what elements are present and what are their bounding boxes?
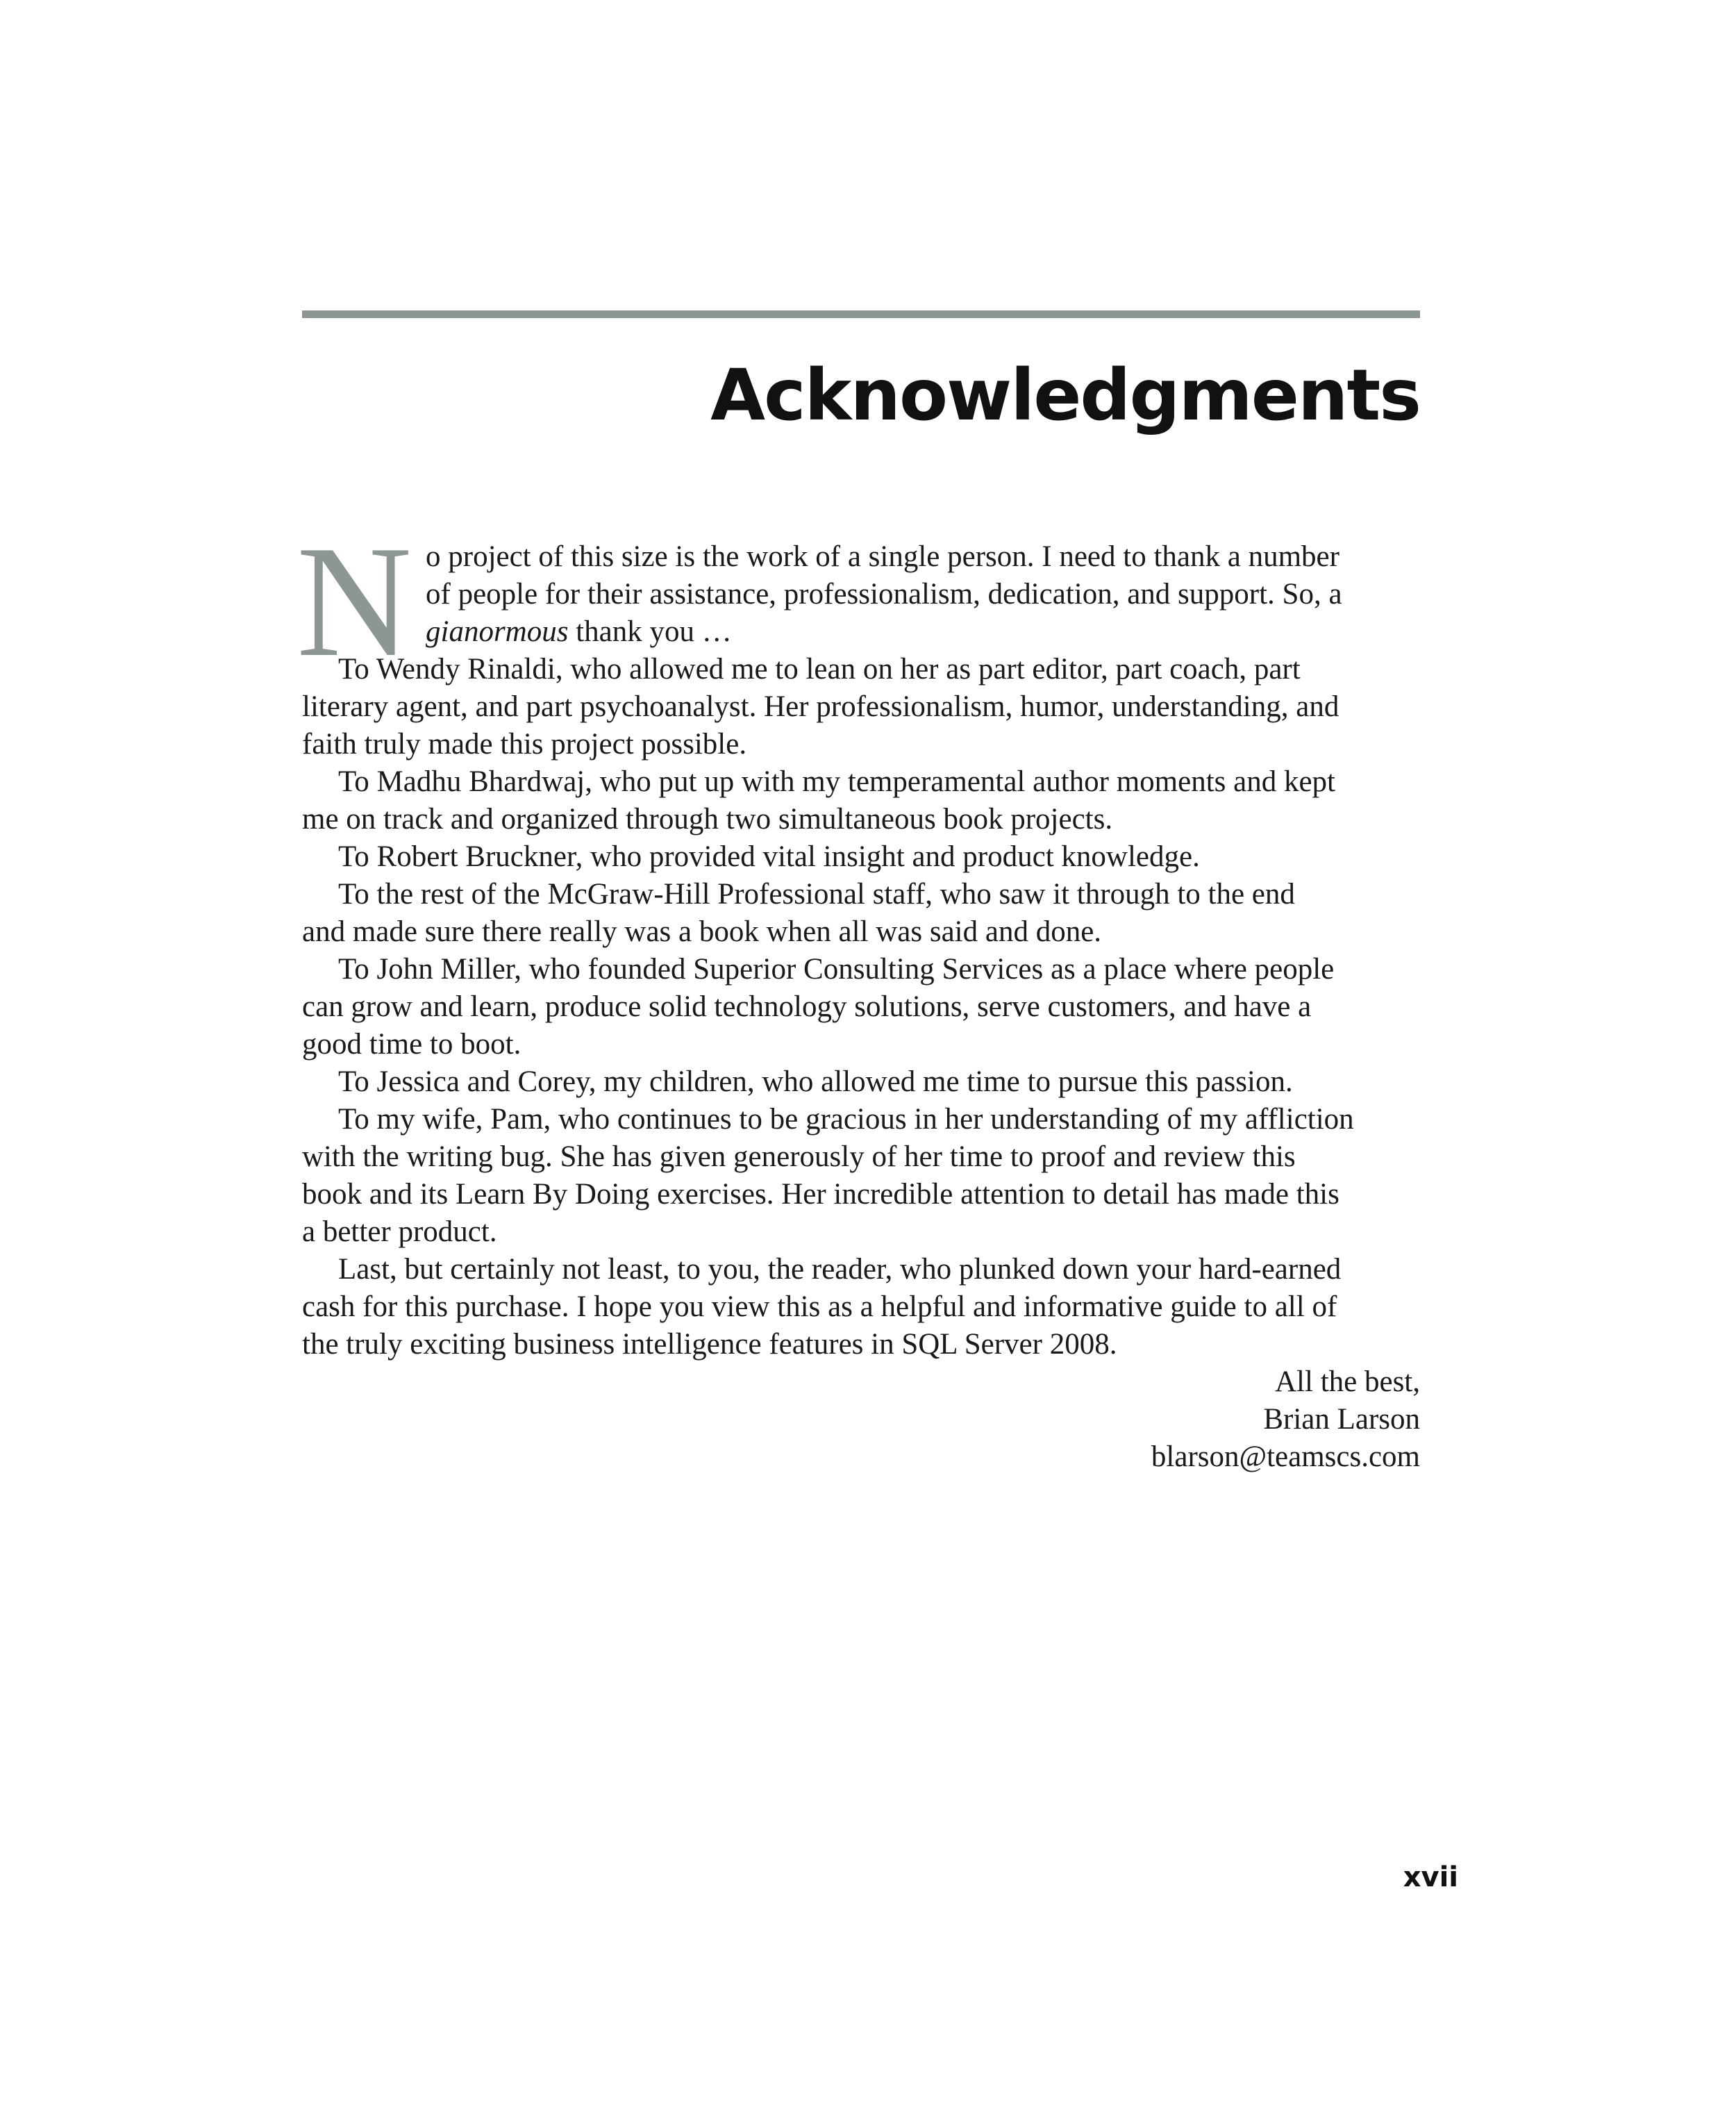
paragraph-mcgraw-hill	[302, 876, 1420, 951]
acknowledgments-body	[297, 513, 1420, 1476]
signoff-closing: All the best,	[1275, 1365, 1420, 1398]
line: a better product.	[302, 1215, 497, 1248]
author-email: blarson@teamscs.com	[1151, 1440, 1420, 1473]
opening-line-3	[426, 613, 1342, 651]
paragraph-children	[302, 1063, 1420, 1101]
drop-cap: N	[297, 513, 412, 690]
paragraph-reader	[302, 1251, 1420, 1363]
line: To John Miller, who founded Superior Consulting Services as a place where people	[338, 953, 1335, 986]
paragraph-wife	[302, 1101, 1420, 1251]
opening-line-1: o project of this size is the work of a single person. I need to thank a number	[426, 540, 1339, 573]
paragraph-john	[302, 951, 1420, 1063]
opening-line-3-rest: thank you …	[568, 615, 732, 648]
line: To Robert Bruckner, who provided vital insight and product knowledge.	[338, 840, 1200, 873]
line: book and its Learn By Doing exercises. Her incredible attention to detail has made this	[302, 1178, 1339, 1211]
line: cash for this purchase. I hope you view this as a helpful and informative guide to all of	[302, 1290, 1337, 1323]
line: Last, but certainly not least, to you, the reader, who plunked down your hard-earned	[338, 1253, 1342, 1286]
line: me on track and organized through two simultaneous book projects.	[302, 803, 1113, 836]
paragraph-madhu	[302, 763, 1420, 838]
line: literary agent, and part psychoanalyst. Her professionalism, humor, understanding, and	[302, 690, 1339, 723]
line: with the writing bug. She has given generously of her time to proof and review this	[302, 1140, 1296, 1173]
heading-rule	[302, 310, 1420, 318]
italic-word: gianormous	[426, 615, 569, 648]
opening-lines	[426, 538, 1342, 651]
line: To Wendy Rinaldi, who allowed me to lean on her as part editor, part coach, part	[338, 653, 1301, 686]
line: can grow and learn, produce solid technology solutions, serve customers, and have a	[302, 990, 1312, 1023]
signoff	[302, 1363, 1420, 1476]
line: To my wife, Pam, who continues to be gracious in her understanding of my affliction	[338, 1103, 1354, 1136]
line: faith truly made this project possible.	[302, 728, 747, 761]
line: To Madhu Bhardwaj, who put up with my temperamental author moments and kept	[338, 765, 1336, 798]
opening-line-2: of people for their assistance, professionalism, dedication, and support. So, a	[426, 578, 1342, 610]
paragraph-robert	[302, 838, 1420, 876]
line: good time to boot.	[302, 1028, 521, 1061]
author-name: Brian Larson	[1263, 1403, 1420, 1436]
line: To the rest of the McGraw-Hill Professional staff, who saw it through to the end	[338, 878, 1295, 911]
page-title: Acknowledgments	[710, 354, 1420, 437]
paragraph-wendy	[302, 651, 1420, 763]
line: and made sure there really was a book when all was said and done.	[302, 915, 1102, 948]
line: the truly exciting business intelligence features in SQL Server 2008.	[302, 1328, 1117, 1361]
page-number: xvii	[1403, 1861, 1458, 1893]
line: To Jessica and Corey, my children, who allowed me time to pursue this passion.	[338, 1065, 1293, 1098]
